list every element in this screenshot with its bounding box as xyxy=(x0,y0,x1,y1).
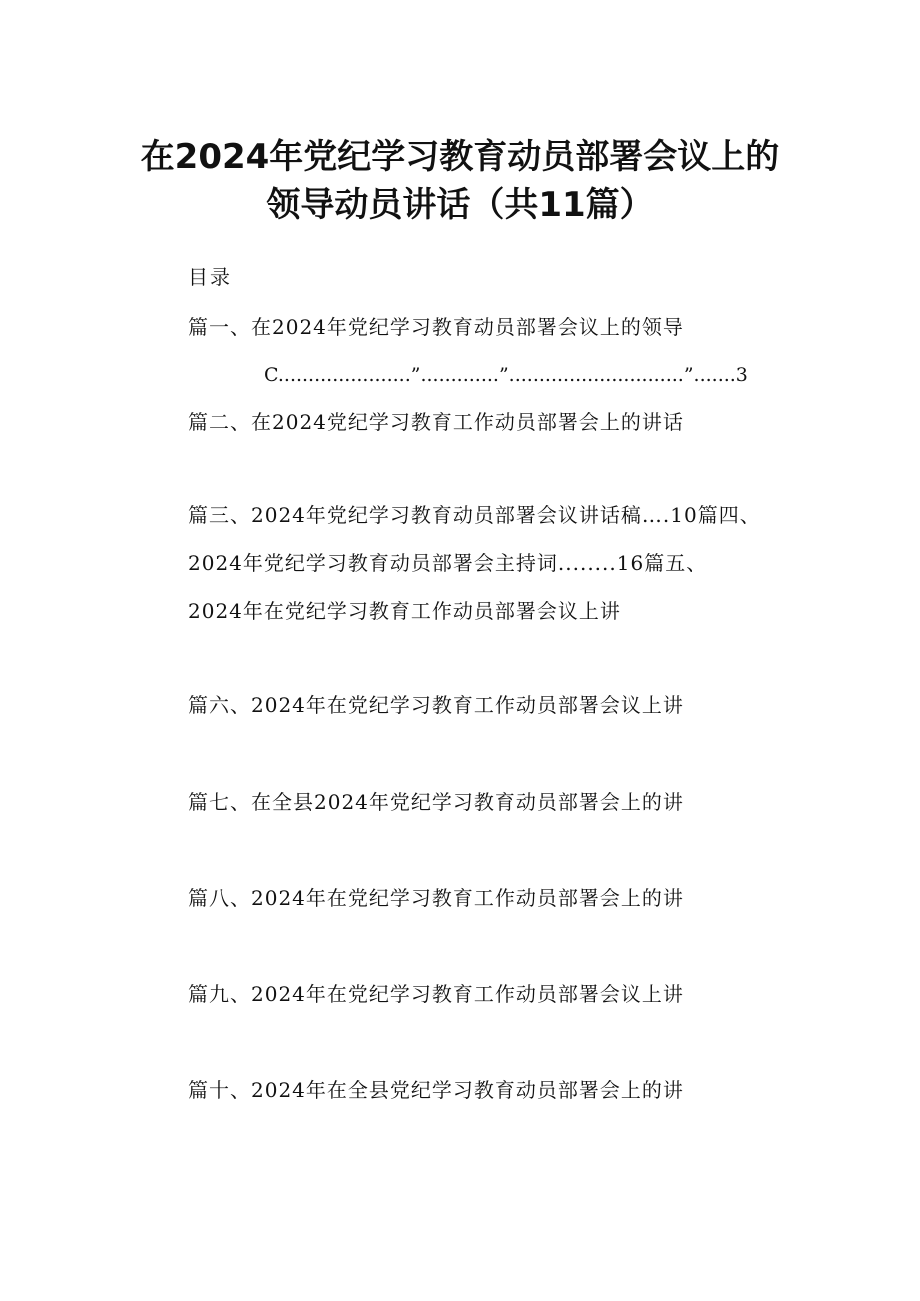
toc-entry-7: 篇七、在全县2024年党纪学习教育动员部署会上的讲 xyxy=(188,790,684,814)
toc-entry-6: 篇六、2024年在党纪学习教育工作动员部署会议上讲 xyxy=(188,693,684,717)
toc-entry-8: 篇八、2024年在党纪学习教育工作动员部署会上的讲 xyxy=(188,886,684,910)
toc-entry-1-leader: C......................”.............”.............................”.......3 xyxy=(264,364,748,386)
toc-heading: 目录 xyxy=(188,265,232,289)
toc-entry-10: 篇十、2024年在全县党纪学习教育动员部署会上的讲 xyxy=(188,1078,684,1102)
document-title-line-1: 在2024年党纪学习教育动员部署会议上的 xyxy=(140,137,780,177)
toc-entry-5: 2024年在党纪学习教育工作动员部署会议上讲 xyxy=(188,599,621,623)
toc-entry-4: 2024年党纪学习教育动员部署会主持词........16篇五、 xyxy=(188,551,708,575)
document-title-line-2: 领导动员讲话（共11篇） xyxy=(266,185,654,225)
toc-entry-9: 篇九、2024年在党纪学习教育工作动员部署会议上讲 xyxy=(188,982,684,1006)
toc-entry-3: 篇三、2024年党纪学习教育动员部署会议讲话稿….10篇四、 xyxy=(188,503,761,527)
toc-entry-2: 篇二、在2024党纪学习教育工作动员部署会上的讲话 xyxy=(188,410,684,434)
toc-entry-1: 篇一、在2024年党纪学习教育动员部署会议上的领导 xyxy=(188,315,684,339)
